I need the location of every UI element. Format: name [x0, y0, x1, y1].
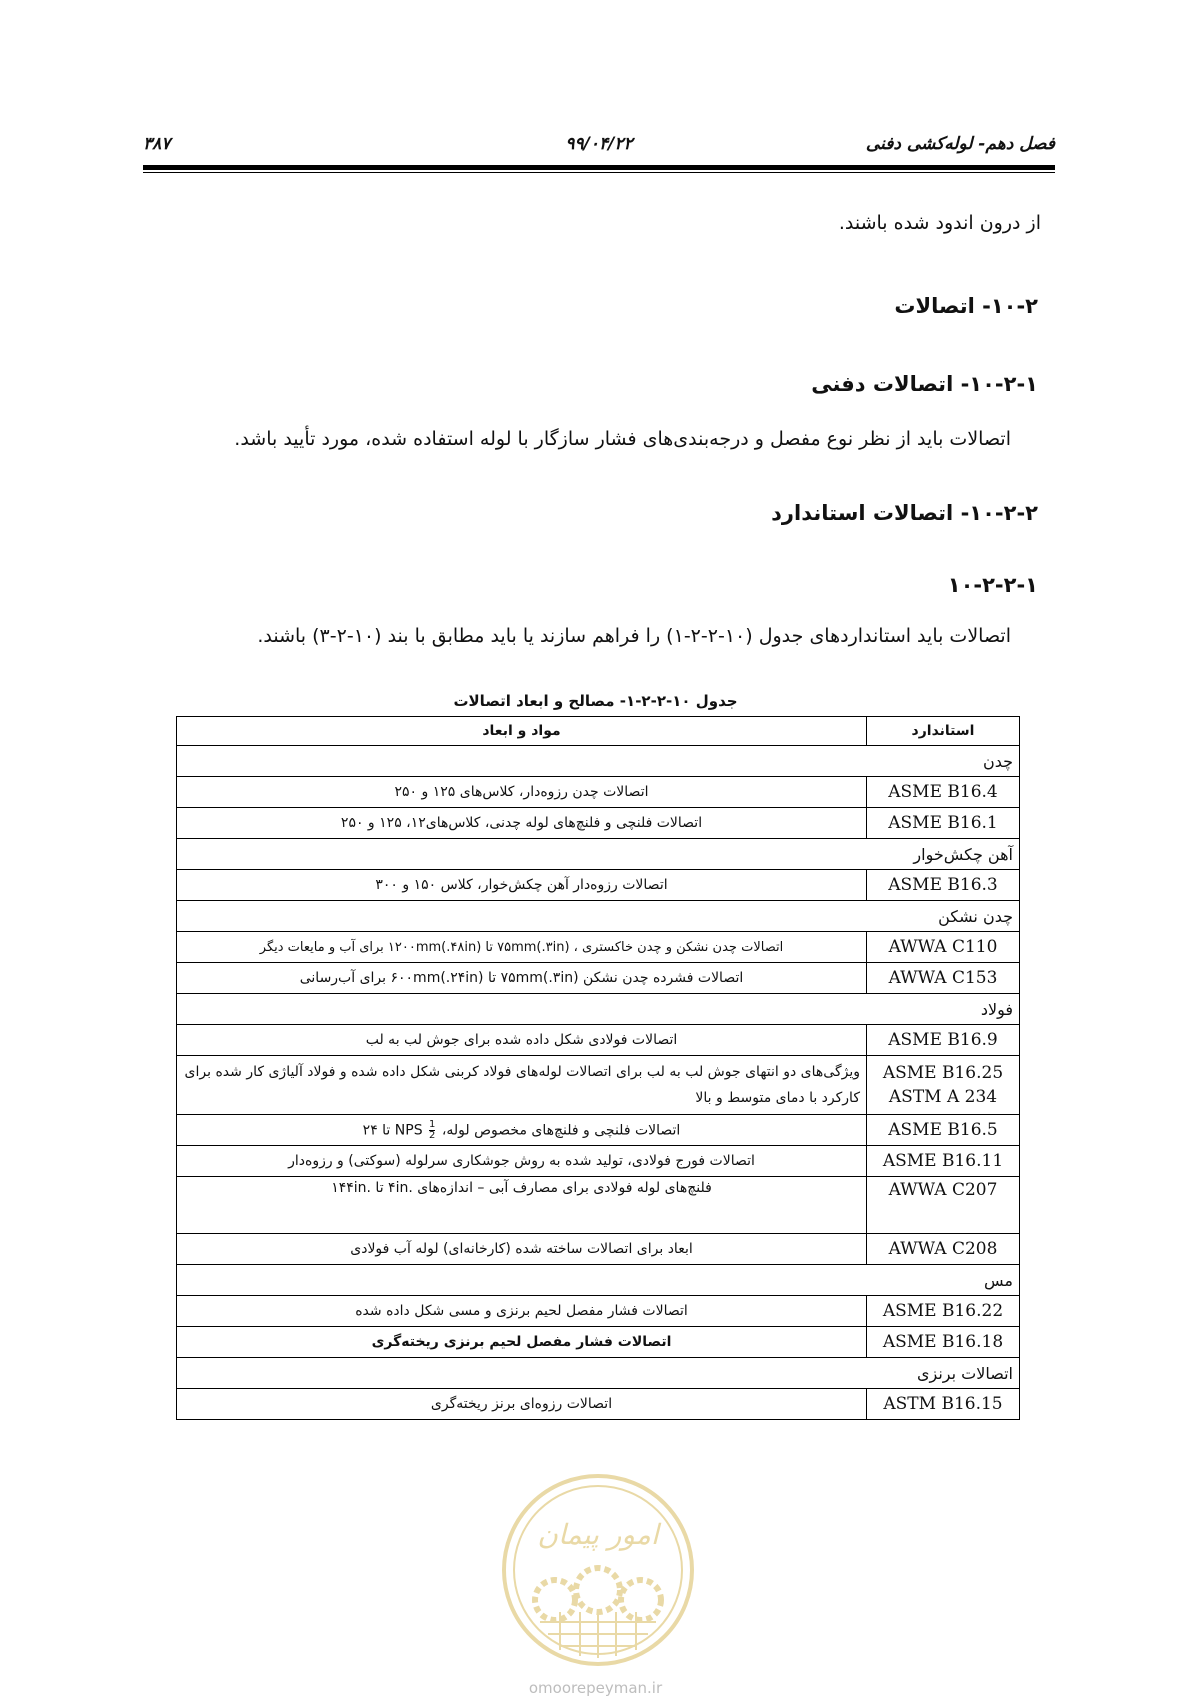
category-cast-iron: چدن — [177, 746, 1020, 777]
standard-cell: AWWA C110 — [867, 932, 1020, 963]
paragraph-fittings-joint: اتصالات باید از نظر نوع مفصل و درجه‌بندی‌های فشار سازگار با لوله استفاده شده، مورد تأیید باشد. — [234, 428, 1011, 450]
header-rule-thick — [143, 165, 1055, 170]
category-row — [177, 1358, 1020, 1389]
chapter-title: فصل دهم- لوله‌کشی دفنی — [865, 134, 1055, 154]
description-cell: ویژگی‌های دو انتهای جوش لب به لب برای اتصالات لوله‌های فولاد کربنی شکل داده شده و فولاد آلیاژی کار شده برای کارکرد با دمای متوسط و بالا — [177, 1056, 867, 1115]
description-text: اتصالات فلنچی و فلنچ‌های مخصوص لوله، — [441, 1122, 681, 1138]
table-row — [177, 963, 1020, 994]
heading-10-2-2-1: ۱۰-۲-۲-۱ — [947, 573, 1038, 597]
description-cell: اتصالات چدن رزوه‌دار، کلاس‌های ۱۲۵ و ۲۵۰ — [177, 777, 867, 808]
standard-cell: ASME B16.9 — [867, 1025, 1020, 1056]
website-watermark: omoorepeyman.ir — [528, 1679, 663, 1697]
fraction-numerator: 1 — [429, 1118, 436, 1130]
category-row — [177, 839, 1020, 870]
table-row — [177, 870, 1020, 901]
table-row — [177, 1115, 1020, 1146]
header-rule-thin — [143, 172, 1055, 173]
standard-cell: ASME B16.22 — [867, 1296, 1020, 1327]
category-steel: فولاد — [177, 994, 1020, 1025]
standard-cell: AWWA C153 — [867, 963, 1020, 994]
logo-text: امور پیمان — [537, 1518, 659, 1551]
page-header — [143, 128, 1055, 158]
heading-10-2-1: ۱۰-۲-۱- اتصالات دفنی — [811, 372, 1038, 396]
standard-cell — [867, 1056, 1020, 1115]
category-ductile-iron: چدن نشکن — [177, 901, 1020, 932]
standard-cell: ASME B16.18 — [867, 1327, 1020, 1358]
standard-cell: ASME B16.11 — [867, 1146, 1020, 1177]
fraction-half — [429, 1120, 435, 1141]
fraction-denominator: 2 — [429, 1129, 436, 1141]
col-standard-header: استاندارد — [867, 717, 1020, 746]
description-cell: اتصالات رزوه‌دار آهن چکش‌خوار، کلاس ۱۵۰ و ۳۰۰ — [177, 870, 867, 901]
category-copper: مس — [177, 1265, 1020, 1296]
description-text: NPS تا ۲۴ — [362, 1122, 423, 1138]
table-row — [177, 1056, 1020, 1115]
table-row — [177, 777, 1020, 808]
col-material-header: مواد و ابعاد — [177, 717, 867, 746]
description-cell: اتصالات چدن نشکن و چدن خاکستری ، ۷۵mm(.۳in) تا ۱۲۰۰mm(.۴۸in) برای آب و مایعات دیگر — [177, 932, 867, 963]
standard-line: ASME B16.25 — [882, 1063, 1004, 1083]
table-header-row — [177, 717, 1020, 746]
table-caption: جدول ۱۰-۲-۲-۱- مصالح و ابعاد اتصالات — [453, 692, 738, 710]
standard-line: ASTM A 234 — [888, 1087, 998, 1107]
description-cell: اتصالات رزوه‌ای برنز ریخته‌گری — [177, 1389, 867, 1420]
header-date: ۹۹/۰۴/۲۲ — [565, 134, 633, 154]
standard-cell: ASME B16.4 — [867, 777, 1020, 808]
omoore-peyman-logo — [500, 1472, 696, 1668]
standard-cell: ASME B16.3 — [867, 870, 1020, 901]
paragraph-standards: اتصالات باید استانداردهای جدول (۱۰-۲-۲-۱) را فراهم سازند یا باید مطابق با بند (۱۰-۲-۳) باشند. — [257, 625, 1011, 647]
standard-cell: AWWA C207 — [867, 1177, 1020, 1234]
table-row — [177, 1025, 1020, 1056]
intro-paragraph: از درون اندود شده باشند. — [838, 212, 1041, 234]
table-row — [177, 932, 1020, 963]
category-row — [177, 901, 1020, 932]
table-row — [177, 1177, 1020, 1234]
standard-cell: ASME B16.5 — [867, 1115, 1020, 1146]
table-row — [177, 1389, 1020, 1420]
table-row — [177, 1296, 1020, 1327]
page-number: ۳۸۷ — [143, 134, 171, 154]
description-cell: اتصالات فشار مفصل لحیم برنزی و مسی شکل داده شده — [177, 1296, 867, 1327]
heading-10-2: ۱۰-۲- اتصالات — [894, 294, 1038, 318]
description-cell: اتصالات فشار مفصل لحیم برنزی ریخته‌گری — [177, 1327, 867, 1358]
heading-10-2-2: ۱۰-۲-۲- اتصالات استاندارد — [771, 501, 1038, 525]
table-row — [177, 1234, 1020, 1265]
description-cell: اتصالات فلنچی و فلنچ‌های لوله چدنی، کلاس‌های۱۲، ۱۲۵ و ۲۵۰ — [177, 808, 867, 839]
standard-cell: AWWA C208 — [867, 1234, 1020, 1265]
description-cell: اتصالات فولادی شکل داده شده برای جوش لب به لب — [177, 1025, 867, 1056]
table-row — [177, 1327, 1020, 1358]
description-cell: اتصالات فورج فولادی، تولید شده به روش جوشکاری سرلوله (سوکتی) و رزوه‌دار — [177, 1146, 867, 1177]
description-cell — [177, 1115, 867, 1146]
category-row — [177, 994, 1020, 1025]
description-cell: ابعاد برای اتصالات ساخته شده (کارخانه‌ای) لوله آب فولادی — [177, 1234, 867, 1265]
category-malleable-iron: آهن چکش‌خوار — [177, 839, 1020, 870]
category-row — [177, 1265, 1020, 1296]
category-bronze-fittings: اتصالات برنزی — [177, 1358, 1020, 1389]
standard-cell: ASTM B16.15 — [867, 1389, 1020, 1420]
fittings-table — [176, 716, 1020, 1420]
table-row — [177, 808, 1020, 839]
table-row — [177, 1146, 1020, 1177]
description-cell: اتصالات فشرده چدن نشکن ۷۵mm(.۳in) تا ۶۰۰mm(.۲۴in) برای آب‌رسانی — [177, 963, 867, 994]
category-row — [177, 746, 1020, 777]
standard-cell: ASME B16.1 — [867, 808, 1020, 839]
description-cell: فلنچ‌های لوله فولادی برای مصارف آبی – اندازه‌های .۴in تا .۱۴۴in — [177, 1177, 867, 1234]
